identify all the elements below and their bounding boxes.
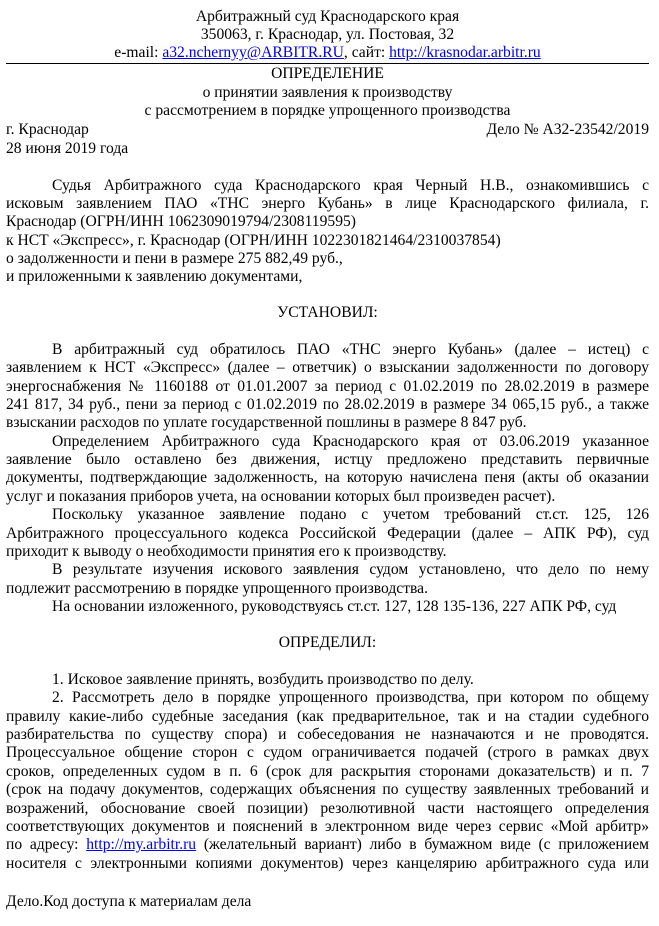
document-title: ОПРЕДЕЛЕНИЕ: [271, 65, 384, 82]
header-divider: [6, 63, 649, 64]
paragraph-line-link: [6, 836, 649, 854]
paragraph-line: возражений, обоснование своей позиции) резолютивной части настоящего определения: [6, 800, 649, 817]
paragraph-line: Определением Арбитражного суда Краснодарского края от 03.06.2019 указанное: [52, 433, 649, 450]
paragraph-line: заявление было оставлено без движения, истцу предложено представить первичные: [6, 451, 649, 468]
paragraph-line: разбирательства по существу спора) и собеседования не назначаются и не проводятся.: [6, 726, 649, 743]
court-contacts: [6, 44, 649, 62]
intro-line: и приложенными к заявлению документами,: [6, 268, 303, 285]
paragraph-line: 1. Исковое заявление принять, возбудить производство по делу.: [52, 671, 474, 688]
paragraph-line: В результате изучения искового заявления судом установлено, что дело по нему: [52, 561, 649, 578]
paragraph-line: 2. Рассмотреть дело в порядке упрощенного производства, при котором по общему: [52, 689, 649, 706]
paragraph-line: услуг и показания приборов учета, на основании которых был произведен расчет).: [6, 488, 556, 505]
paragraph-line: 241 817, 34 руб., пени за период с 01.02.2019 по 28.02.2019 в размере 34 065,15 руб., а также: [6, 396, 649, 413]
paragraph-line: сроков, определенных судом в п. 6 (срок для раскрытия сторонами доказательств) и п. 7: [6, 763, 649, 780]
paragraph-line: Поскольку указанное заявление подано с учетом требований ст.ст. 125, 126: [52, 506, 649, 523]
document-subtitle-1: о принятии заявления к производству: [202, 84, 453, 101]
section-heading-opredelil: ОПРЕДЕЛИЛ:: [278, 634, 377, 651]
court-address: 350063, г. Краснодар, ул. Постовая, 32: [200, 26, 455, 43]
paragraph-line: взыскании расходов по уплате государственной пошлины в размере 8 847 руб.: [6, 414, 527, 431]
paragraph-line: правилу какие-либо судебные заседания (как предварительное, так и на стадии судебного: [6, 708, 649, 725]
paragraph-line: В арбитражный суд обратилось ПАО «ТНС энерго Кубань» (далее – истец) с: [52, 341, 649, 358]
paragraph-line: подлежит рассмотрению в порядке упрощенного производства.: [6, 580, 429, 597]
paragraph-line: На основании изложенного, руководствуясь ст.ст. 127, 128 135-136, 227 АПК РФ, суд: [52, 598, 617, 615]
link-suffix: (желательный вариант) либо в бумажном виде (с приложением: [196, 836, 649, 853]
paragraph-line: соответствующих документов и пояснений в электронном виде через сервис «Мой арбитр»: [6, 818, 649, 835]
city: г. Краснодар: [6, 121, 89, 138]
paragraph-line: носителя с электронными копиями документов) через канцелярию арбитражного суда или: [6, 855, 649, 872]
document-date: 28 июня 2019 года: [6, 140, 129, 157]
link-prefix: по адресу:: [6, 836, 87, 853]
paragraph-line: приходит к выводу о необходимости принятия его к производству.: [6, 543, 447, 560]
paragraph-line: заявлением к НСТ «Экспресс» (далее – ответчик) о взыскании задолженности по договору: [6, 359, 649, 376]
intro-line: Судья Арбитражного суда Краснодарского края Черный Н.В., ознакомившись с: [52, 177, 649, 194]
footer-access-code: Дело.Код доступа к материалам дела: [6, 893, 252, 910]
paragraph-line: Процессуальное общение сторон с судом ограничивается подачей (строго в рамках двух: [6, 744, 649, 761]
court-name: Арбитражный суд Краснодарского края: [195, 8, 460, 25]
city-case-row: [6, 121, 649, 139]
email-link[interactable]: a32.nchernyy@ARBITR.RU: [162, 44, 344, 61]
intro-line: о задолженности и пени в размере 275 882,49 руб.,: [6, 250, 343, 267]
paragraph-line: документы, подтверждающие задолженность, на которую начислена пеня (акты об оказании: [6, 469, 649, 486]
paragraph-line: (срок на подачу документов, содержащих объяснения по существу заявленных требований и: [6, 781, 649, 798]
intro-line: исковым заявлением ПАО «ТНС энерго Кубань» в лице Краснодарского филиала, г.: [6, 195, 649, 212]
intro-line: Краснодар (ОГРН/ИНН 1062309019794/2308119595): [6, 213, 356, 230]
document-subtitle-2: с рассмотрением в порядке упрощенного производства: [144, 102, 511, 119]
email-label: e-mail:: [114, 44, 163, 61]
my-arbitr-link[interactable]: http://my.arbitr.ru: [86, 836, 197, 853]
site-link[interactable]: http://krasnodar.arbitr.ru: [389, 44, 541, 61]
intro-line: к НСТ «Экспресс», г. Краснодар (ОГРН/ИНН 1022301821464/2310037854): [6, 232, 501, 249]
case-number: Дело № А32-23542/2019: [486, 121, 649, 138]
paragraph-line: энергоснабжения № 1160188 от 01.01.2007 за период с 01.02.2019 по 28.02.2019 в размере: [6, 378, 649, 395]
site-label: , сайт:: [343, 44, 390, 61]
section-heading-ustanovil: УСТАНОВИЛ:: [277, 304, 378, 321]
paragraph-line: Арбитражного процессуального кодекса Российской Федерации (далее – АПК РФ), суд: [6, 525, 649, 542]
